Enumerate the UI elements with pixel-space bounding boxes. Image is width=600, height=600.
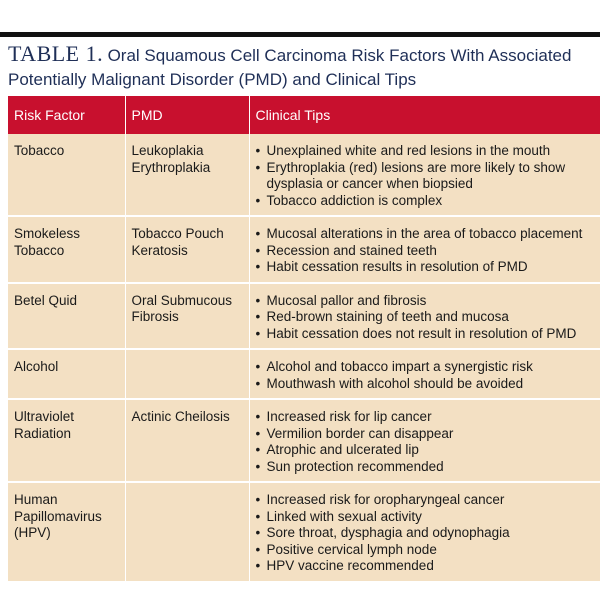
clinical-tips-list [256, 359, 597, 392]
pmd-text: Actinic Cheilosis [131, 409, 230, 424]
risk-factor-text: Papillomavirus [14, 508, 102, 524]
pmd-cell [125, 216, 249, 283]
table-row [8, 283, 600, 350]
risk-factor-cell [8, 482, 125, 582]
risk-factor-table [8, 96, 600, 583]
clinical-tips-cell [249, 134, 600, 216]
risk-factor-text: Tobacco [14, 143, 65, 158]
clinical-tip-item: • Positive cervical lymph node [256, 542, 597, 559]
risk-factor-cell [8, 134, 125, 216]
clinical-tip-item: • Habit cessation results in resolution of PMD [256, 259, 597, 276]
clinical-tip-item: • Increased risk for lip cancer [256, 409, 597, 426]
clinical-tip-item: • Increased risk for oropharyngeal cancer [256, 492, 597, 509]
clinical-tip-item: • Alcohol and tobacco impart a synergistic risk [256, 359, 597, 376]
clinical-tip-item: • Recession and stained teeth [256, 243, 597, 260]
clinical-tip-item: • HPV vaccine recommended [256, 558, 597, 575]
clinical-tips-cell [249, 349, 600, 399]
risk-factor-text: Ultraviolet [14, 409, 75, 424]
clinical-tip-item: • Erythroplakia (red) lesions are more likely to show dysplasia or cancer when biopsied [256, 160, 597, 193]
pmd-cell [125, 349, 249, 399]
pmd-text: Keratosis [131, 242, 188, 258]
risk-factor-cell [8, 399, 125, 482]
table-caption [8, 42, 596, 92]
risk-factor-text: (HPV) [14, 525, 51, 540]
clinical-tips-cell [249, 216, 600, 283]
top-rule [0, 32, 600, 37]
risk-factor-text: Alcohol [14, 359, 59, 374]
risk-factor-cell [8, 216, 125, 283]
clinical-tips-list [256, 226, 597, 276]
clinical-tip-item: • Mouthwash with alcohol should be avoided [256, 376, 597, 393]
risk-factor-table-container [8, 96, 600, 583]
clinical-tip-item: • Tobacco addiction is complex [256, 193, 597, 210]
risk-factor-cell [8, 283, 125, 350]
pmd-text: Leukoplakia [131, 143, 204, 158]
header-row [8, 96, 600, 134]
table-row [8, 399, 600, 482]
risk-factor-text: Smokeless Tobacco [14, 226, 81, 258]
pmd-cell [125, 399, 249, 482]
clinical-tip-item: • Red-brown staining of teeth and mucosa [256, 309, 597, 326]
table-title: Oral Squamous Cell Carcinoma Risk Factors With Associated Potentially Malignant Disorder (PMD) and Clinical Tips [8, 46, 572, 89]
header-risk-factor: Risk Factor [8, 96, 125, 134]
clinical-tips-list [256, 293, 597, 343]
table-row [8, 216, 600, 283]
clinical-tip-item: • Atrophic and ulcerated lip [256, 442, 597, 459]
table-row [8, 482, 600, 582]
clinical-tip-item: • Linked with sexual activity [256, 509, 597, 526]
pmd-text: Erythroplakia [131, 159, 211, 175]
header-clinical-tips: Clinical Tips [249, 96, 600, 134]
table-number: TABLE 1. [8, 41, 104, 66]
pmd-text: Oral Submucous [131, 292, 233, 308]
pmd-text: Fibrosis [131, 309, 179, 324]
clinical-tip-item: • Sun protection recommended [256, 459, 597, 476]
clinical-tip-item: • Mucosal pallor and fibrosis [256, 293, 597, 310]
pmd-text: Tobacco Pouch [131, 226, 224, 241]
pmd-cell [125, 134, 249, 216]
table-body [8, 134, 600, 582]
clinical-tips-cell [249, 482, 600, 582]
clinical-tips-list [256, 492, 597, 575]
risk-factor-text: Human [14, 492, 58, 507]
clinical-tips-list [256, 143, 597, 209]
table-row [8, 134, 600, 216]
clinical-tip-item: • Mucosal alterations in the area of tobacco placement [256, 226, 597, 243]
clinical-tips-list [256, 409, 597, 475]
table-row [8, 349, 600, 399]
risk-factor-cell [8, 349, 125, 399]
pmd-cell [125, 283, 249, 350]
clinical-tips-cell [249, 283, 600, 350]
clinical-tip-item: • Habit cessation does not result in resolution of PMD [256, 326, 597, 343]
risk-factor-text: Betel Quid [14, 292, 78, 308]
clinical-tips-cell [249, 399, 600, 482]
risk-factor-text: Radiation [14, 425, 72, 441]
pmd-cell [125, 482, 249, 582]
clinical-tip-item: • Unexplained white and red lesions in the mouth [256, 143, 597, 160]
header-pmd: PMD [125, 96, 249, 134]
clinical-tip-item: • Sore throat, dysphagia and odynophagia [256, 525, 597, 542]
clinical-tip-item: • Vermilion border can disappear [256, 426, 597, 443]
